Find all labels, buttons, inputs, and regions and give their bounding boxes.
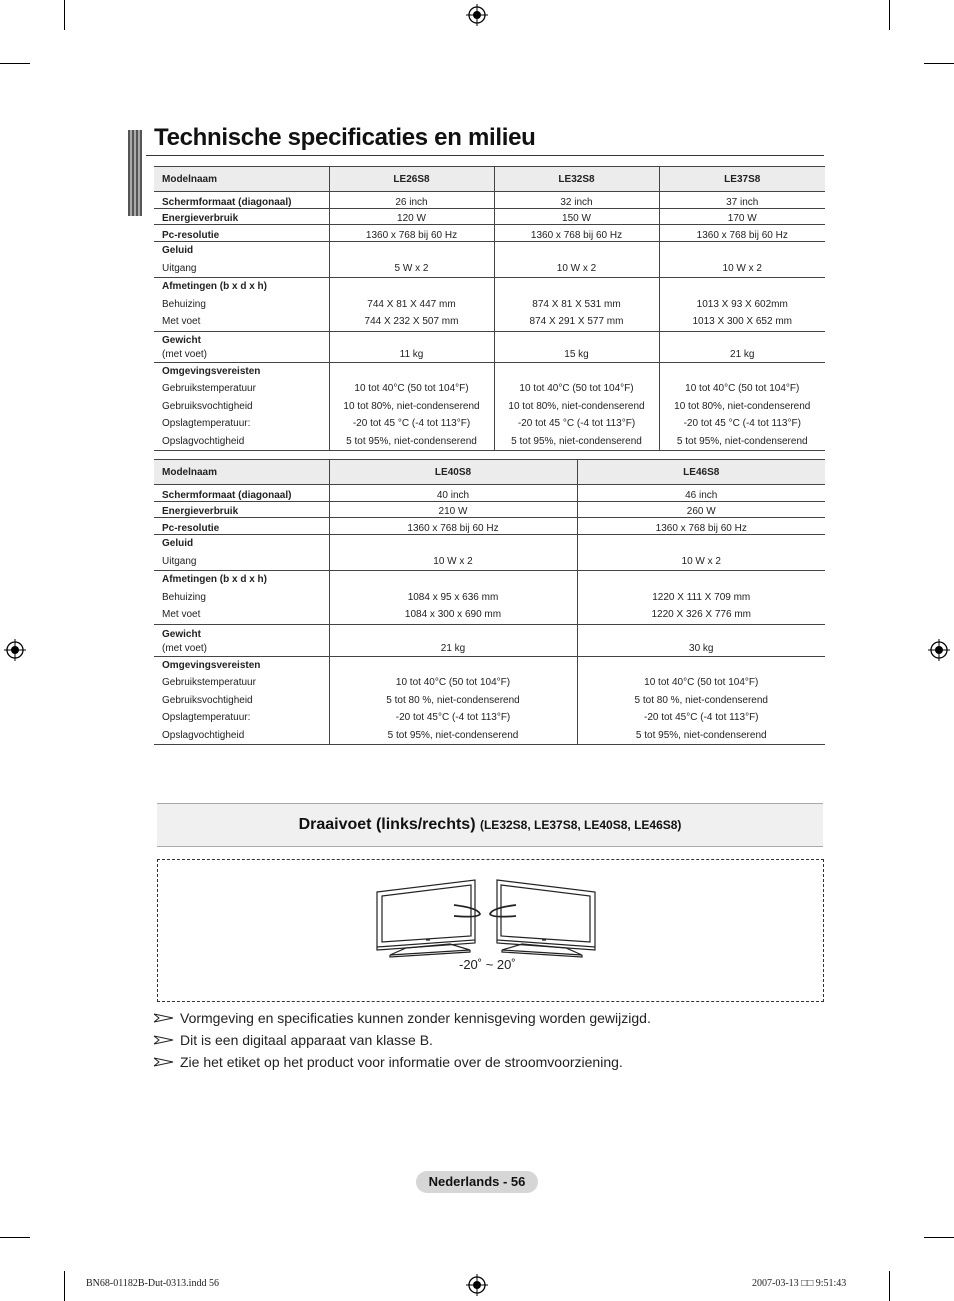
row-label: Omgevingsvereisten bbox=[162, 659, 261, 671]
table-row bbox=[154, 278, 825, 332]
crop-mark bbox=[924, 1237, 954, 1238]
cell-value: 5 tot 95%, niet-condenserend bbox=[676, 435, 808, 447]
cell-value: 744 X 81 X 447 mm bbox=[367, 298, 456, 310]
cell-value: 5 tot 95%, niet-condenserend bbox=[511, 435, 642, 447]
cell-value: 40 inch bbox=[329, 485, 577, 502]
arrow-bullet-icon bbox=[154, 1057, 174, 1067]
note-text: Zie het etiket op het product voor informatie over de stroomvoorziening. bbox=[180, 1054, 623, 1070]
row-sublabel: Opslagtemperatuur: bbox=[162, 712, 251, 723]
spec-table-1 bbox=[154, 166, 825, 451]
cell-value: 1013 X 93 X 602mm bbox=[696, 298, 788, 310]
cell-value: 10 tot 40°C (50 tot 104°F) bbox=[354, 383, 469, 394]
table-header-row bbox=[154, 167, 825, 192]
table-row bbox=[154, 571, 825, 625]
row-label: Omgevingsvereisten bbox=[162, 365, 261, 377]
page-number-label: Nederlands - 56 bbox=[416, 1171, 538, 1193]
cell-value: 21 kg bbox=[440, 642, 466, 654]
list-item bbox=[154, 1053, 651, 1075]
cell-value: -20 tot 45°C (-4 tot 113°F) bbox=[395, 712, 511, 723]
cell-value: 26 inch bbox=[329, 192, 494, 209]
cell-value: 30 kg bbox=[689, 642, 714, 654]
table-header-row bbox=[154, 460, 825, 485]
row-sublabel: Behuizing bbox=[162, 591, 206, 603]
cell-value: 10 W x 2 bbox=[681, 555, 721, 567]
cell-value: 5 tot 95%, niet-condenserend bbox=[635, 729, 767, 741]
cell-value: 10 tot 40°C (50 tot 104°F) bbox=[644, 677, 759, 688]
cell-value: -20 tot 45°C (-4 tot 113°F) bbox=[643, 712, 759, 723]
cell-value: 874 X 81 X 531 mm bbox=[532, 298, 621, 310]
row-sublabel: Gebruikstemperatuur bbox=[162, 677, 256, 688]
title-accent-bar bbox=[128, 130, 142, 216]
table-row bbox=[154, 535, 825, 571]
cell-value: 10 tot 80%, niet-condenserend bbox=[343, 400, 480, 412]
table-row bbox=[154, 485, 825, 502]
row-sublabel: Uitgang bbox=[162, 262, 197, 274]
swivel-tv-illustration bbox=[158, 860, 823, 1001]
cell-value: 21 kg bbox=[730, 348, 755, 360]
cell-value: 10 W x 2 bbox=[722, 262, 762, 274]
row-label: Pc-resolutie bbox=[154, 518, 329, 535]
cell-value: 874 X 291 X 577 mm bbox=[529, 316, 624, 327]
crop-mark bbox=[0, 1237, 30, 1238]
crop-mark bbox=[64, 0, 65, 30]
table-row bbox=[154, 624, 825, 656]
cell-value: 46 inch bbox=[577, 485, 825, 502]
footer-file: BN68-01182B-Dut-0313.indd 56 bbox=[86, 1278, 219, 1289]
row-label: Afmetingen (b x d x h) bbox=[162, 281, 267, 292]
cell-value: 170 W bbox=[659, 209, 825, 225]
table-row bbox=[154, 209, 825, 225]
row-sublabel: Gebruiksvochtigheid bbox=[162, 694, 253, 706]
notes-list bbox=[154, 1009, 651, 1075]
model-name: LE40S8 bbox=[329, 460, 577, 485]
cell-value: -20 tot 45 °C (-4 tot 113°F) bbox=[683, 418, 801, 429]
cell-value: 1013 X 300 X 652 mm bbox=[692, 316, 792, 327]
row-sublabel: Uitgang bbox=[162, 555, 197, 567]
model-name: LE26S8 bbox=[329, 167, 494, 192]
cell-value: 1220 X 326 X 776 mm bbox=[651, 609, 751, 620]
swivel-models: (LE32S8, LE37S8, LE40S8, LE46S8) bbox=[479, 818, 682, 832]
model-name: LE37S8 bbox=[659, 167, 825, 192]
header-label: Modelnaam bbox=[154, 460, 329, 485]
cell-value: 5 tot 95%, niet-condenserend bbox=[346, 435, 477, 447]
table-row bbox=[154, 656, 825, 745]
cell-value: 5 tot 80 %, niet-condenserend bbox=[634, 694, 768, 706]
crop-mark bbox=[924, 63, 954, 64]
spec-table-2 bbox=[154, 459, 825, 745]
note-text: Vormgeving en specificaties kunnen zonder kennisgeving worden gewijzigd. bbox=[180, 1010, 651, 1026]
cell-value: 1360 x 768 bij 60 Hz bbox=[329, 518, 577, 535]
row-sublabel: Gebruikstemperatuur bbox=[162, 383, 256, 394]
row-label: Energieverbruik bbox=[154, 502, 329, 518]
swivel-illustration-box bbox=[157, 859, 824, 1002]
cell-value: 1360 x 768 bij 60 Hz bbox=[577, 518, 825, 535]
cell-value: 1084 x 300 x 690 mm bbox=[404, 609, 502, 620]
model-name: LE32S8 bbox=[494, 167, 659, 192]
model-name: LE46S8 bbox=[577, 460, 825, 485]
cell-value: 32 inch bbox=[494, 192, 659, 209]
table-row bbox=[154, 331, 825, 362]
table-row bbox=[154, 192, 825, 209]
list-item bbox=[154, 1031, 651, 1053]
header-label: Modelnaam bbox=[154, 167, 329, 192]
registration-mark-icon bbox=[466, 1274, 488, 1296]
crop-mark bbox=[64, 1271, 65, 1301]
registration-mark-icon bbox=[466, 4, 488, 26]
row-label: Schermformaat (diagonaal) bbox=[154, 485, 329, 502]
crop-mark bbox=[889, 0, 890, 30]
table-row bbox=[154, 225, 825, 242]
cell-value: 1360 x 768 bij 60 Hz bbox=[329, 225, 494, 242]
swivel-section-header bbox=[157, 803, 823, 847]
row-sublabel: Opslagtemperatuur: bbox=[162, 418, 251, 429]
cell-value: 10 W x 2 bbox=[556, 262, 597, 274]
list-item bbox=[154, 1009, 651, 1031]
page-title: Technische specificaties en milieu bbox=[154, 124, 536, 151]
row-sublabel: (met voet) bbox=[162, 642, 208, 654]
row-label: Energieverbruik bbox=[154, 209, 329, 225]
cell-value: 120 W bbox=[329, 209, 494, 225]
cell-value: -20 tot 45 °C (-4 tot 113°F) bbox=[517, 418, 636, 429]
footer-date: 2007-03-13 □□ 9:51:43 bbox=[752, 1278, 847, 1289]
cell-value: 11 kg bbox=[399, 348, 424, 360]
cell-value: 10 tot 40°C (50 tot 104°F) bbox=[685, 383, 800, 394]
cell-value: 210 W bbox=[329, 502, 577, 518]
row-sublabel: Opslagvochtigheid bbox=[162, 729, 245, 741]
cell-value: 1084 x 95 x 636 mm bbox=[407, 591, 499, 603]
row-label: Schermformaat (diagonaal) bbox=[154, 192, 329, 209]
row-label: Afmetingen (b x d x h) bbox=[162, 574, 267, 585]
row-sublabel: Gebruiksvochtigheid bbox=[162, 400, 253, 412]
registration-mark-icon bbox=[4, 639, 26, 661]
cell-value: 15 kg bbox=[564, 348, 589, 360]
cell-value: 1360 x 768 bij 60 Hz bbox=[659, 225, 825, 242]
cell-value: -20 tot 45 °C (-4 tot 113°F) bbox=[352, 418, 471, 429]
cell-value: 37 inch bbox=[659, 192, 825, 209]
row-sublabel: Met voet bbox=[162, 609, 201, 620]
cell-value: 10 W x 2 bbox=[433, 555, 473, 567]
title-divider bbox=[146, 155, 824, 156]
row-label: Gewicht bbox=[162, 628, 201, 640]
table-row bbox=[154, 362, 825, 451]
row-sublabel: Behuizing bbox=[162, 298, 206, 310]
cell-value: 1360 x 768 bij 60 Hz bbox=[494, 225, 659, 242]
table-row bbox=[154, 518, 825, 535]
cell-value: 10 tot 40°C (50 tot 104°F) bbox=[395, 677, 511, 688]
cell-value: 5 W x 2 bbox=[394, 262, 429, 274]
cell-value: 10 tot 80%, niet-condenserend bbox=[508, 400, 645, 412]
cell-value: 150 W bbox=[494, 209, 659, 225]
row-label: Geluid bbox=[162, 245, 194, 256]
table-row bbox=[154, 242, 825, 278]
cell-value: 260 W bbox=[577, 502, 825, 518]
row-label: Geluid bbox=[162, 538, 194, 549]
cell-value: 744 X 232 X 507 mm bbox=[364, 316, 459, 327]
row-sublabel: Met voet bbox=[162, 316, 201, 327]
cell-value: 5 tot 80 %, niet-condenserend bbox=[386, 694, 520, 706]
crop-mark bbox=[0, 63, 30, 64]
table-row bbox=[154, 502, 825, 518]
cell-value: 1220 X 111 X 709 mm bbox=[652, 591, 751, 603]
crop-mark bbox=[889, 1271, 890, 1301]
cell-value: 5 tot 95%, niet-condenserend bbox=[387, 729, 519, 741]
arrow-bullet-icon bbox=[154, 1013, 174, 1023]
row-sublabel: (met voet) bbox=[162, 348, 208, 360]
row-sublabel: Opslagvochtigheid bbox=[162, 435, 245, 447]
cell-value: 10 tot 80%, niet-condenserend bbox=[674, 400, 811, 412]
arrow-bullet-icon bbox=[154, 1035, 174, 1045]
row-label: Gewicht bbox=[162, 334, 201, 346]
swivel-angle-label: -20˚ ~ 20˚ bbox=[459, 957, 516, 972]
row-label: Pc-resolutie bbox=[154, 225, 329, 242]
note-text: Dit is een digitaal apparaat van klasse B. bbox=[180, 1032, 433, 1048]
swivel-title: Draaivoet (links/rechts) bbox=[298, 816, 476, 833]
cell-value: 10 tot 40°C (50 tot 104°F) bbox=[519, 383, 634, 394]
registration-mark-icon bbox=[928, 639, 950, 661]
